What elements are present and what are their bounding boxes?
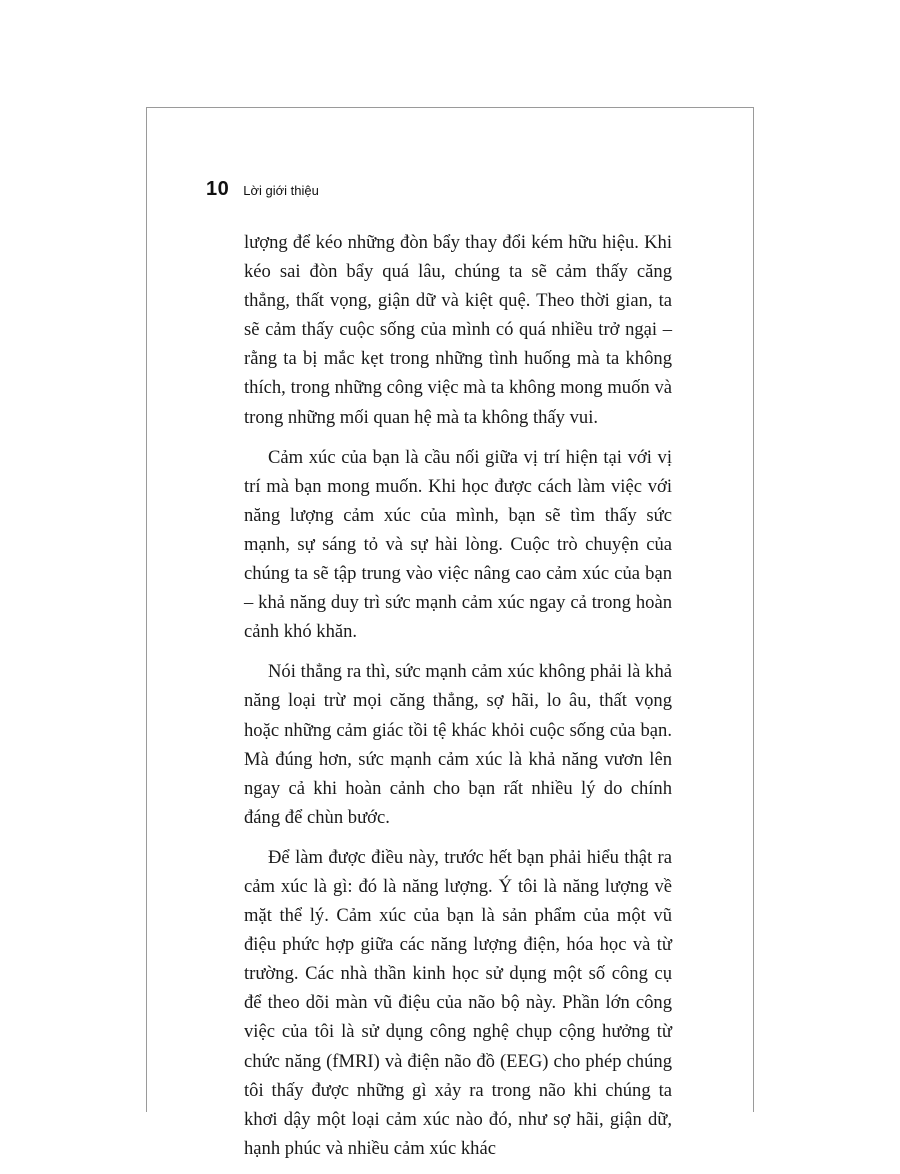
page-number: 10 [206,178,230,200]
paragraph: Để làm được điều này, trước hết bạn phải hiểu thật ra cảm xúc là gì: đó là năng lượng. Ý tôi là năng lượng về mặt thể lý. Cảm xúc của bạn là sản phẩm của một vũ điệu phức hợp giữa các năng lượng điện, hóa học và từ trường. Các nhà thần kinh học sử dụng một số công cụ để theo dõi màn vũ điệu của não bộ này. Phần lớn công việc của tôi là sử dụng công nghệ chụp cộng hưởng từ chức năng (fMRI) và điện não đồ (EEG) cho phép chúng tôi thấy được những gì xảy ra trong não khi chúng ta khơi dậy một loại cảm xúc nào đó, như sợ hãi, giận dữ, hạnh phúc và nhiều cảm xúc khác [244,846,672,1159]
running-header [206,178,319,201]
paragraph-continuation: lượng để kéo những đòn bẩy thay đổi kém hữu hiệu. Khi kéo sai đòn bẩy quá lâu, chúng ta sẽ cảm thấy căng thẳng, thất vọng, giận dữ và kiệt quệ. Theo thời gian, ta sẽ cảm thấy cuộc sống của mình có quá nhiều trở ngại – rằng ta bị mắc kẹt trong những tình huống mà ta không thích, trong những công việc mà ta không mong muốn và trong những mối quan hệ mà ta không thấy vui. [244,232,672,428]
book-page [146,107,754,1159]
section-title: Lời giới thiệu [243,183,319,198]
paragraph: Cảm xúc của bạn là cầu nối giữa vị trí hiện tại với vị trí mà bạn mong muốn. Khi học được cách làm việc với năng lượng cảm xúc của mình, bạn sẽ tìm thấy sức mạnh, sự sáng tỏ và sự hài lòng. Cuộc trò chuyện của chúng ta sẽ tập trung vào việc nâng cao cảm xúc của bạn – khả năng duy trì sức mạnh cảm xúc ngay cả trong hoàn cảnh khó khăn. [244,446,672,643]
paragraph: Nói thẳng ra thì, sức mạnh cảm xúc không phải là khả năng loại trừ mọi căng thẳng, sợ hãi, lo âu, thất vọng hoặc những cảm giác tồi tệ khác khỏi cuộc sống của bạn. Mà đúng hơn, sức mạnh cảm xúc là khả năng vươn lên ngay cả khi hoàn cảnh cho bạn rất nhiều lý do chính đáng để chùn bước. [244,661,672,828]
body-text [244,228,672,1174]
